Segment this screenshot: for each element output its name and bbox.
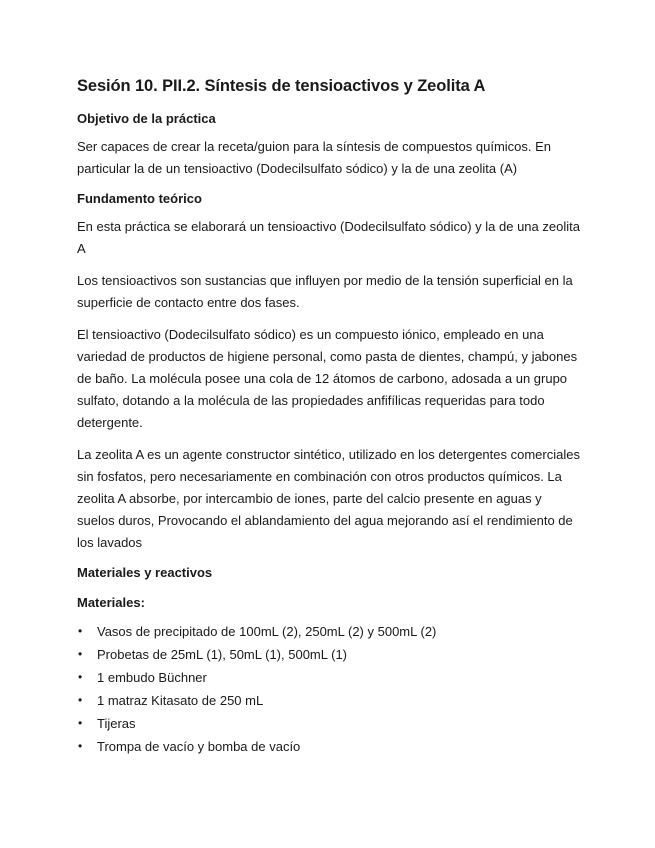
materials-subheading: Materiales: <box>77 595 145 610</box>
list-item <box>77 620 582 643</box>
bullet-icon: • <box>78 739 83 753</box>
bullet-icon: • <box>78 716 83 730</box>
list-item-text: Trompa de vacío y bomba de vacío <box>97 739 301 754</box>
list-item <box>77 666 582 689</box>
theory-paragraph-4: La zeolita A es un agente constructor sintético, utilizado en los detergentes comerciales sin fosfatos, pero necesariamente en combinación con otros productos químicos. La zeolita A absorbe, por intercambio de iones, parte del calcio presente en aguas y suelos duros, Provocando el ablandamiento del agua mejorando así el rendimiento de los lavados <box>77 447 580 550</box>
objective-paragraph: Ser capaces de crear la receta/guion para la síntesis de compuestos químicos. En particular la de un tensioactivo (Dodecilsulfato sódico) y la de una zeolita (A) <box>77 139 552 176</box>
document-page <box>77 76 582 758</box>
bullet-icon: • <box>78 624 83 638</box>
theory-paragraph-2: Los tensioactivos son sustancias que influyen por medio de la tensión superficial en la superficie de contacto entre dos fases. <box>77 273 573 310</box>
list-item <box>77 689 582 712</box>
materials-reagents-heading: Materiales y reactivos <box>77 565 213 580</box>
bullet-icon: • <box>78 693 83 707</box>
list-item-text: 1 matraz Kitasato de 250 mL <box>97 693 264 708</box>
bullet-icon: • <box>78 670 83 684</box>
list-item <box>77 712 582 735</box>
list-item-text: 1 embudo Büchner <box>97 670 207 685</box>
document-title: Sesión 10. PII.2. Síntesis de tensioactivos y Zeolita A <box>77 77 486 95</box>
list-item-text: Vasos de precipitado de 100mL (2), 250mL (2) y 500mL (2) <box>97 624 437 639</box>
theory-heading: Fundamento teórico <box>77 191 202 206</box>
list-item <box>77 643 582 666</box>
theory-paragraph-3: El tensioactivo (Dodecilsulfato sódico) es un compuesto iónico, empleado en una variedad de productos de higiene personal, como pasta de dientes, champú, y jabones de baño. La molécula posee una cola de 12 átomos de carbono, adosada a un grupo sulfato, dotando a la molécula de las propiedades anfifílicas requeridas para todo detergente. <box>77 327 578 430</box>
objective-heading: Objetivo de la práctica <box>77 111 216 126</box>
theory-paragraph-1: En esta práctica se elaborará un tensioactivo (Dodecilsulfato sódico) y la de una zeolita A <box>77 219 580 256</box>
list-item-text: Tijeras <box>97 716 136 731</box>
list-item <box>77 735 582 758</box>
materials-list <box>77 620 582 758</box>
list-item-text: Probetas de 25mL (1), 50mL (1), 500mL (1) <box>97 647 348 662</box>
bullet-icon: • <box>78 647 83 661</box>
